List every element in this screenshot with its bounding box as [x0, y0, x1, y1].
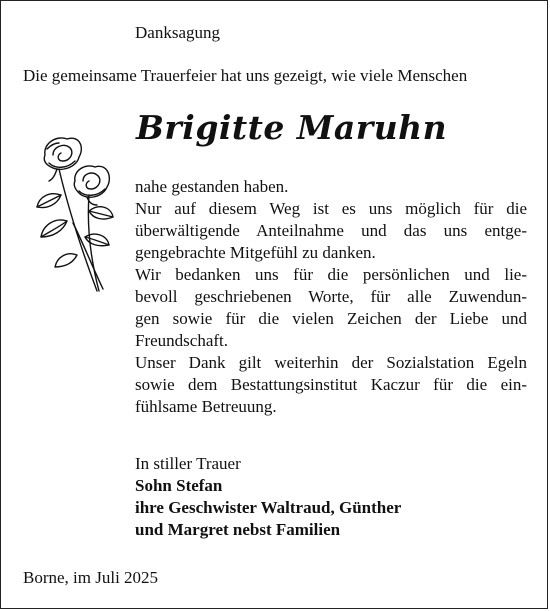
rose-icon	[27, 133, 119, 295]
body-line: nahe gestanden haben.	[135, 177, 289, 196]
body-line: gen sowie für die vielen Zeichen der Liebe und	[135, 309, 527, 328]
notice-heading: Danksagung	[135, 23, 220, 42]
body-line: gengebrachte Mitgefühl zu danken.	[135, 243, 376, 262]
mourner-line: und Margret nebst Familien	[135, 520, 341, 539]
body-line: sowie dem Bestattungsinstitut Kaczur für die ein-	[135, 375, 527, 394]
body-line: fühlsame Betreuung.	[135, 397, 277, 416]
body-line: bevoll geschriebenen Worte, für alle Zuwendun-	[135, 287, 527, 306]
mourner-line: ihre Geschwister Waltraud, Günther	[135, 498, 402, 517]
mourners-signoff	[135, 453, 401, 541]
body-line: Wir bedanken uns für die persönlichen und lie-	[135, 265, 527, 284]
place-and-date: Borne, im Juli 2025	[23, 568, 159, 587]
body-line: überwältigende Anteilnahme und das uns entge-	[135, 221, 527, 240]
body-line: Nur auf diesem Weg ist es uns möglich für die	[135, 199, 527, 218]
body-line: Unser Dank gilt weiterhin der Sozialstation Egeln	[135, 353, 527, 372]
intro-line: Die gemeinsame Trauerfeier hat uns gezeigt, wie viele Menschen	[23, 66, 468, 85]
signoff-intro: In stiller Trauer	[135, 454, 241, 473]
deceased-name: Brigitte Maruhn	[136, 108, 448, 147]
mourner-line: Sohn Stefan	[135, 476, 223, 495]
thank-you-text	[135, 176, 527, 418]
body-line: Freundschaft.	[135, 331, 229, 350]
